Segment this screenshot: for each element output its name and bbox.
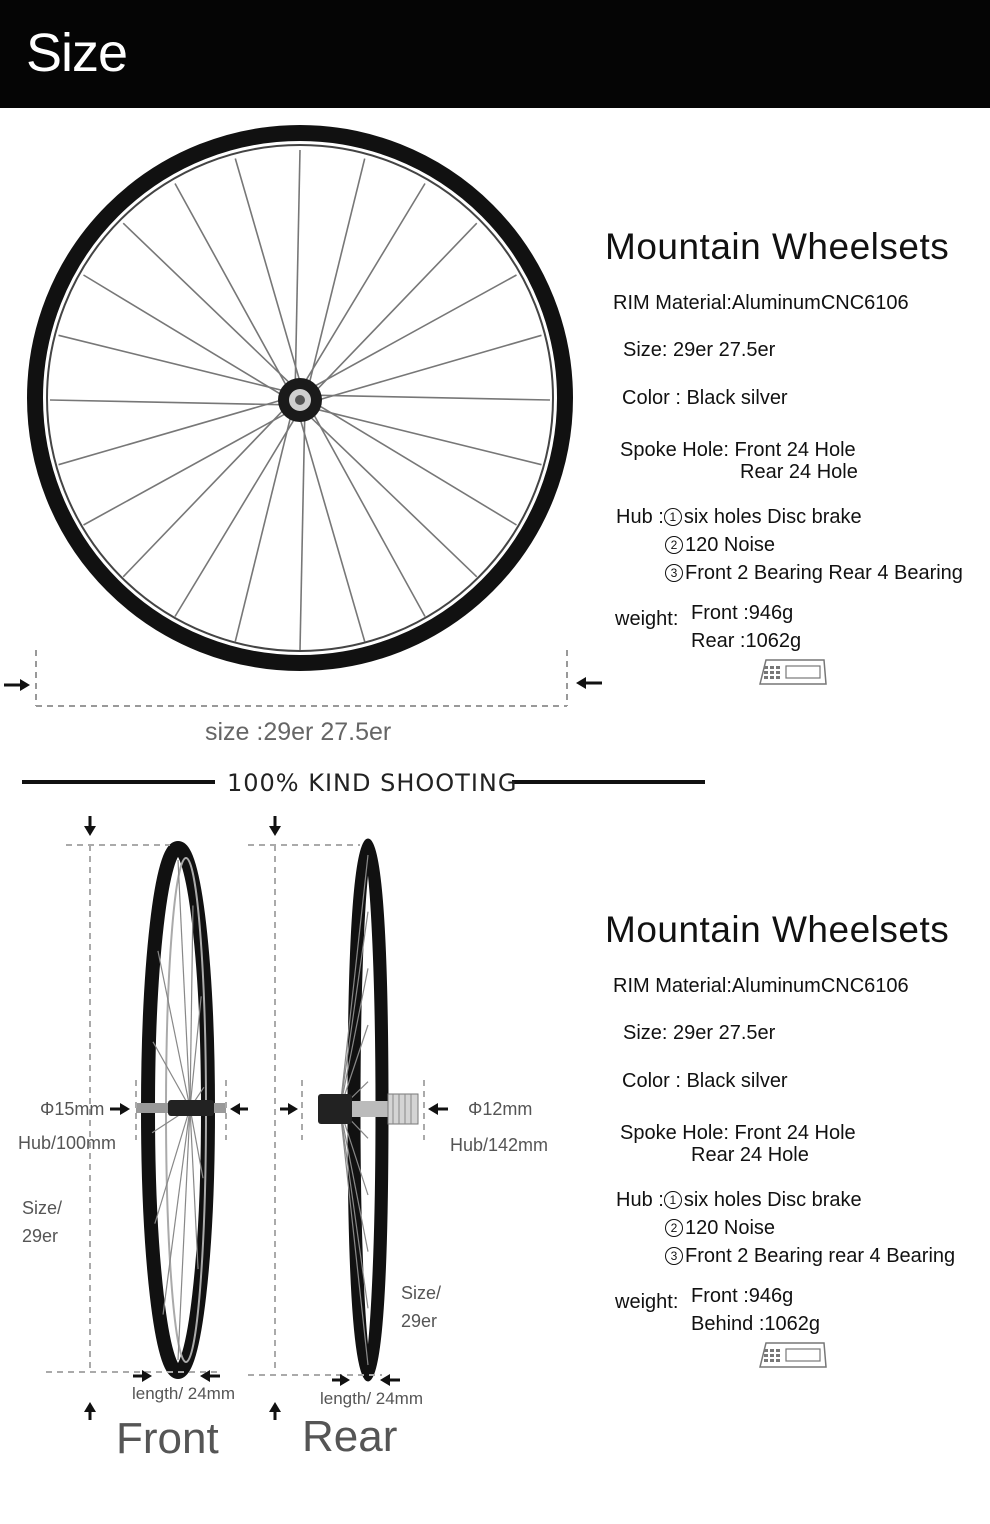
weight-rear: Behind :1062g: [691, 1313, 821, 1335]
circled-number: 3: [665, 564, 683, 582]
header-title: Size: [26, 23, 128, 83]
weight-rear: Rear :1062g: [691, 630, 802, 652]
front-size-line2: 29er: [22, 1226, 59, 1246]
divider-text: 100% KIND SHOOTING: [227, 769, 518, 797]
scale-icon: [758, 1339, 828, 1369]
circled-number: 2: [665, 536, 683, 554]
rear-hub-width: Hub/142mm: [450, 1135, 549, 1155]
weight-front: Front :946g: [691, 1285, 794, 1307]
rim-material: RIM Material:AluminumCNC6106: [613, 975, 909, 997]
hub-detail: 120 Noise: [685, 534, 776, 556]
wheel-size-caption: size :29er 27.5er: [205, 718, 392, 746]
rear-size-line2: 29er: [401, 1311, 438, 1331]
rim-material: RIM Material:AluminumCNC6106: [613, 292, 909, 314]
hub-detail: 120 Noise: [685, 1217, 776, 1239]
spoke-hole-rear: Rear 24 Hole: [740, 461, 858, 483]
wheel-size: Size: 29er 27.5er: [623, 339, 776, 361]
hub-spec-3: [665, 1245, 955, 1268]
spoke-hole-front: Spoke Hole: Front 24 Hole: [620, 1122, 856, 1144]
wheel-color: Color : Black silver: [622, 387, 788, 409]
front-rim-width: length/ 24mm: [132, 1384, 235, 1403]
spec-title-bottom: Mountain Wheelsets: [605, 909, 950, 950]
hub-detail: Front 2 Bearing Rear 4 Bearing: [685, 562, 963, 584]
rear-rim-width: length/ 24mm: [320, 1389, 423, 1408]
spec-title-top: Mountain Wheelsets: [605, 226, 950, 267]
wheel-size: Size: 29er 27.5er: [623, 1022, 776, 1044]
circled-number: 3: [665, 1247, 683, 1265]
hub-detail: Front 2 Bearing rear 4 Bearing: [685, 1245, 956, 1267]
weight-label: weight:: [615, 1291, 679, 1313]
rear-axle-diameter: Φ12mm: [468, 1099, 533, 1119]
weight-front: Front :946g: [691, 602, 794, 624]
circled-number: 2: [665, 1219, 683, 1237]
hub-detail: six holes Disc brake: [683, 1189, 862, 1211]
hub-label: Hub :: [616, 1189, 664, 1211]
rear-size-line1: Size/: [401, 1283, 442, 1303]
spoke-hole-rear: Rear 24 Hole: [691, 1144, 809, 1166]
front-hub-width: Hub/100mm: [18, 1133, 117, 1153]
hub-label: Hub :: [616, 506, 664, 528]
circled-number: 1: [664, 1191, 682, 1209]
spoke-hole-front: Spoke Hole: Front 24 Hole: [620, 439, 856, 461]
hub-detail: six holes Disc brake: [683, 506, 862, 528]
circled-number: 1: [664, 508, 682, 526]
hub-spec-2: [665, 1217, 775, 1240]
hub-spec-1: [616, 1189, 862, 1212]
front-size-line1: Size/: [22, 1198, 63, 1218]
weight-label: weight:: [615, 608, 679, 630]
front-label: Front: [116, 1414, 219, 1463]
rear-label: Rear: [302, 1412, 398, 1461]
wheel-color: Color : Black silver: [622, 1070, 788, 1092]
front-axle-diameter: Φ15mm: [40, 1099, 105, 1119]
